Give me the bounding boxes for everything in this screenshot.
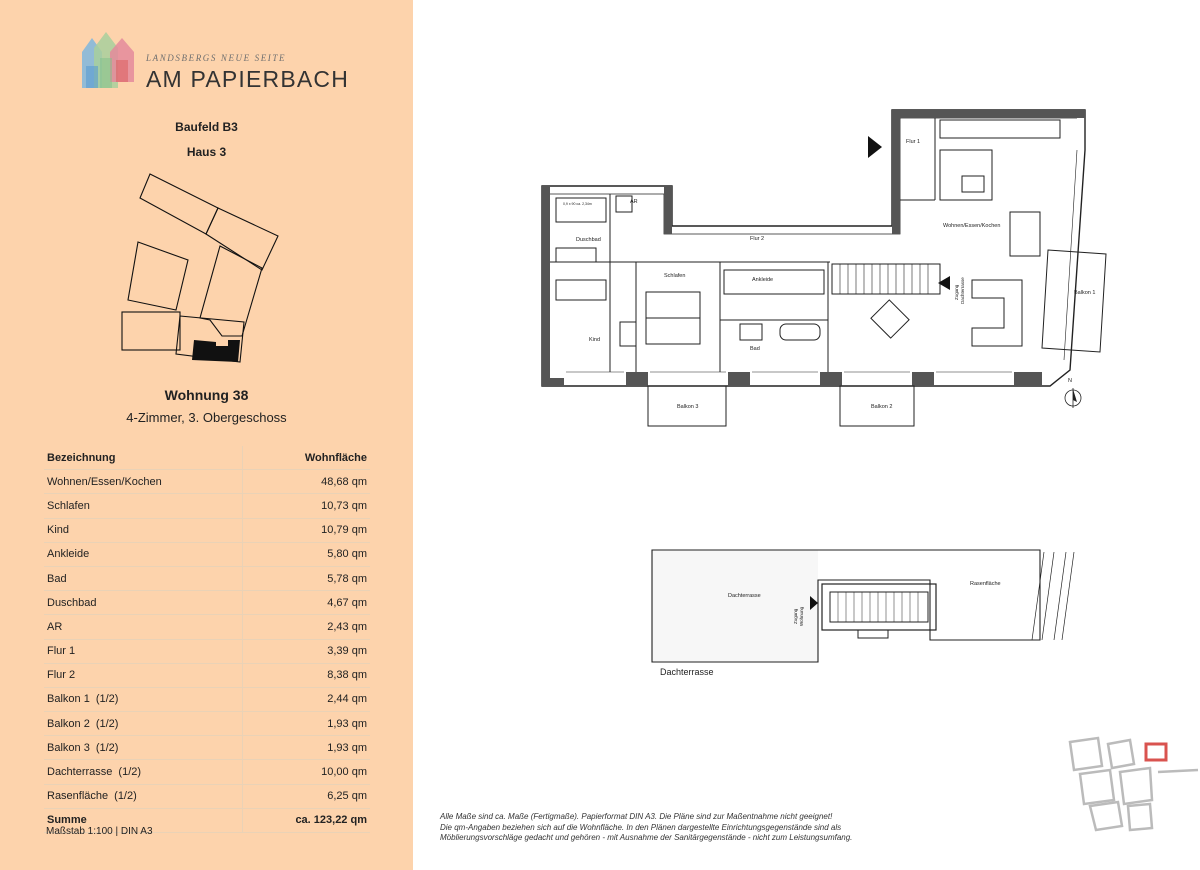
row-name-text: Flur 1 [47,645,76,658]
label-zugang: Zugang [954,284,959,300]
row-area: 4,67 qm [242,591,370,615]
disclaimer-line: Alle Maße sind ca. Maße (Fertigmaße). Papierformat DIN A3. Die Pläne sind zur Maßentnahme nicht geeignet! [440,812,833,821]
row-area: 8,38 qm [242,663,370,687]
label-ankleide: Ankleide [752,277,774,283]
brand-tagline: LANDSBERGS NEUE SEITE [146,53,287,63]
disclaimer [440,812,860,844]
label-dachterrasse-caption: Dachterrasse [660,667,714,677]
row-name-text: AR [47,620,63,633]
label-rasenflaeche: Rasenfläche [970,581,1001,587]
row-name-text: Balkon 1 [47,693,90,706]
label-flur1: Flur 1 [906,139,921,145]
disclaimer-line: Die qm-Angaben beziehen sich auf die Wohnfläche. In den Plänen dargestellte Einrichtungsgegenstände sind als [440,822,842,832]
header-area: Wohnfläche [242,446,370,470]
label-schlafen: Schlafen [664,273,686,279]
baufeld-label: Baufeld B3 [175,120,238,134]
row-note: (1/2) [95,717,119,730]
label-balkon3: Balkon 3 [677,404,699,410]
label-flur2: Flur 2 [750,236,765,242]
label-wohnen: Wohnen/Essen/Kochen [943,223,1001,229]
row-name-text: Schlafen [47,499,90,512]
row-area: 1,93 qm [242,712,370,736]
row-name-text: Balkon 2 [47,717,90,730]
label-zugang-2: Zugang [793,608,798,624]
row-area: 10,00 qm [242,760,370,784]
apartment-title: Wohnung 38 [164,387,249,403]
row-area: 10,79 qm [242,518,370,542]
row-area: 5,78 qm [242,566,370,590]
row-area: 1,93 qm [242,736,370,760]
sum-label: Summe [44,808,242,832]
row-area: 2,44 qm [242,687,370,711]
label-duschmass: 0,9 x 90 ca. 2,34m [563,202,592,206]
label-ar: AR [630,199,638,205]
brand-name: AM PAPIERBACH [146,66,350,92]
row-name-text: Rasenfläche [47,790,109,803]
row-name-text: Ankleide [47,548,90,561]
label-kind: Kind [589,337,601,343]
row-name-text: Wohnen/Essen/Kochen [47,475,162,488]
haus-label: Haus 3 [186,145,227,159]
entrance-arrow-icon [868,136,882,158]
label-zugang-wohnung: Wohnung [799,606,804,626]
row-name-text: Balkon 3 [47,741,90,754]
apartment-subtitle: 4-Zimmer, 3. Obergeschoss [126,410,287,425]
district-map-icon [1070,738,1198,830]
row-area: 3,39 qm [242,639,370,663]
row-area: 2,43 qm [242,615,370,639]
row-name-text: Bad [47,572,67,585]
row-note: (1/2) [95,741,119,754]
sum-value: ca. 123,22 qm [242,808,370,832]
row-note: (1/2) [95,693,119,706]
row-name-text: Dachterrasse [47,766,113,779]
label-balkon2: Balkon 2 [871,404,893,410]
label-zugang-dachterrasse: Dachterrasse [960,277,965,304]
row-note: (1/2) [118,766,142,779]
row-note: (1/2) [114,790,137,803]
disclaimer-line: Möblierungsvorschläge gedacht und gehören - mit Ausnahme der Sanitärgegenstände - nicht zum Leistungsumfang. [440,833,853,842]
row-name-text: Duschbad [47,596,97,609]
row-name-text: Kind [47,524,70,537]
row-area: 5,80 qm [242,542,370,566]
row-name-text: Flur 2 [47,669,76,682]
north-label: N [1068,378,1072,384]
label-dachterrasse: Dachterrasse [728,593,761,599]
label-balkon1: Balkon 1 [1074,290,1096,296]
row-area: 10,73 qm [242,494,370,518]
header-name: Bezeichnung [44,446,242,470]
row-area: 6,25 qm [242,784,370,808]
label-duschbad: Duschbad [576,237,601,243]
label-bad: Bad [750,346,760,352]
scale-label: Maßstab 1:100 | DIN A3 [46,826,153,837]
row-area: 48,68 qm [242,470,370,494]
